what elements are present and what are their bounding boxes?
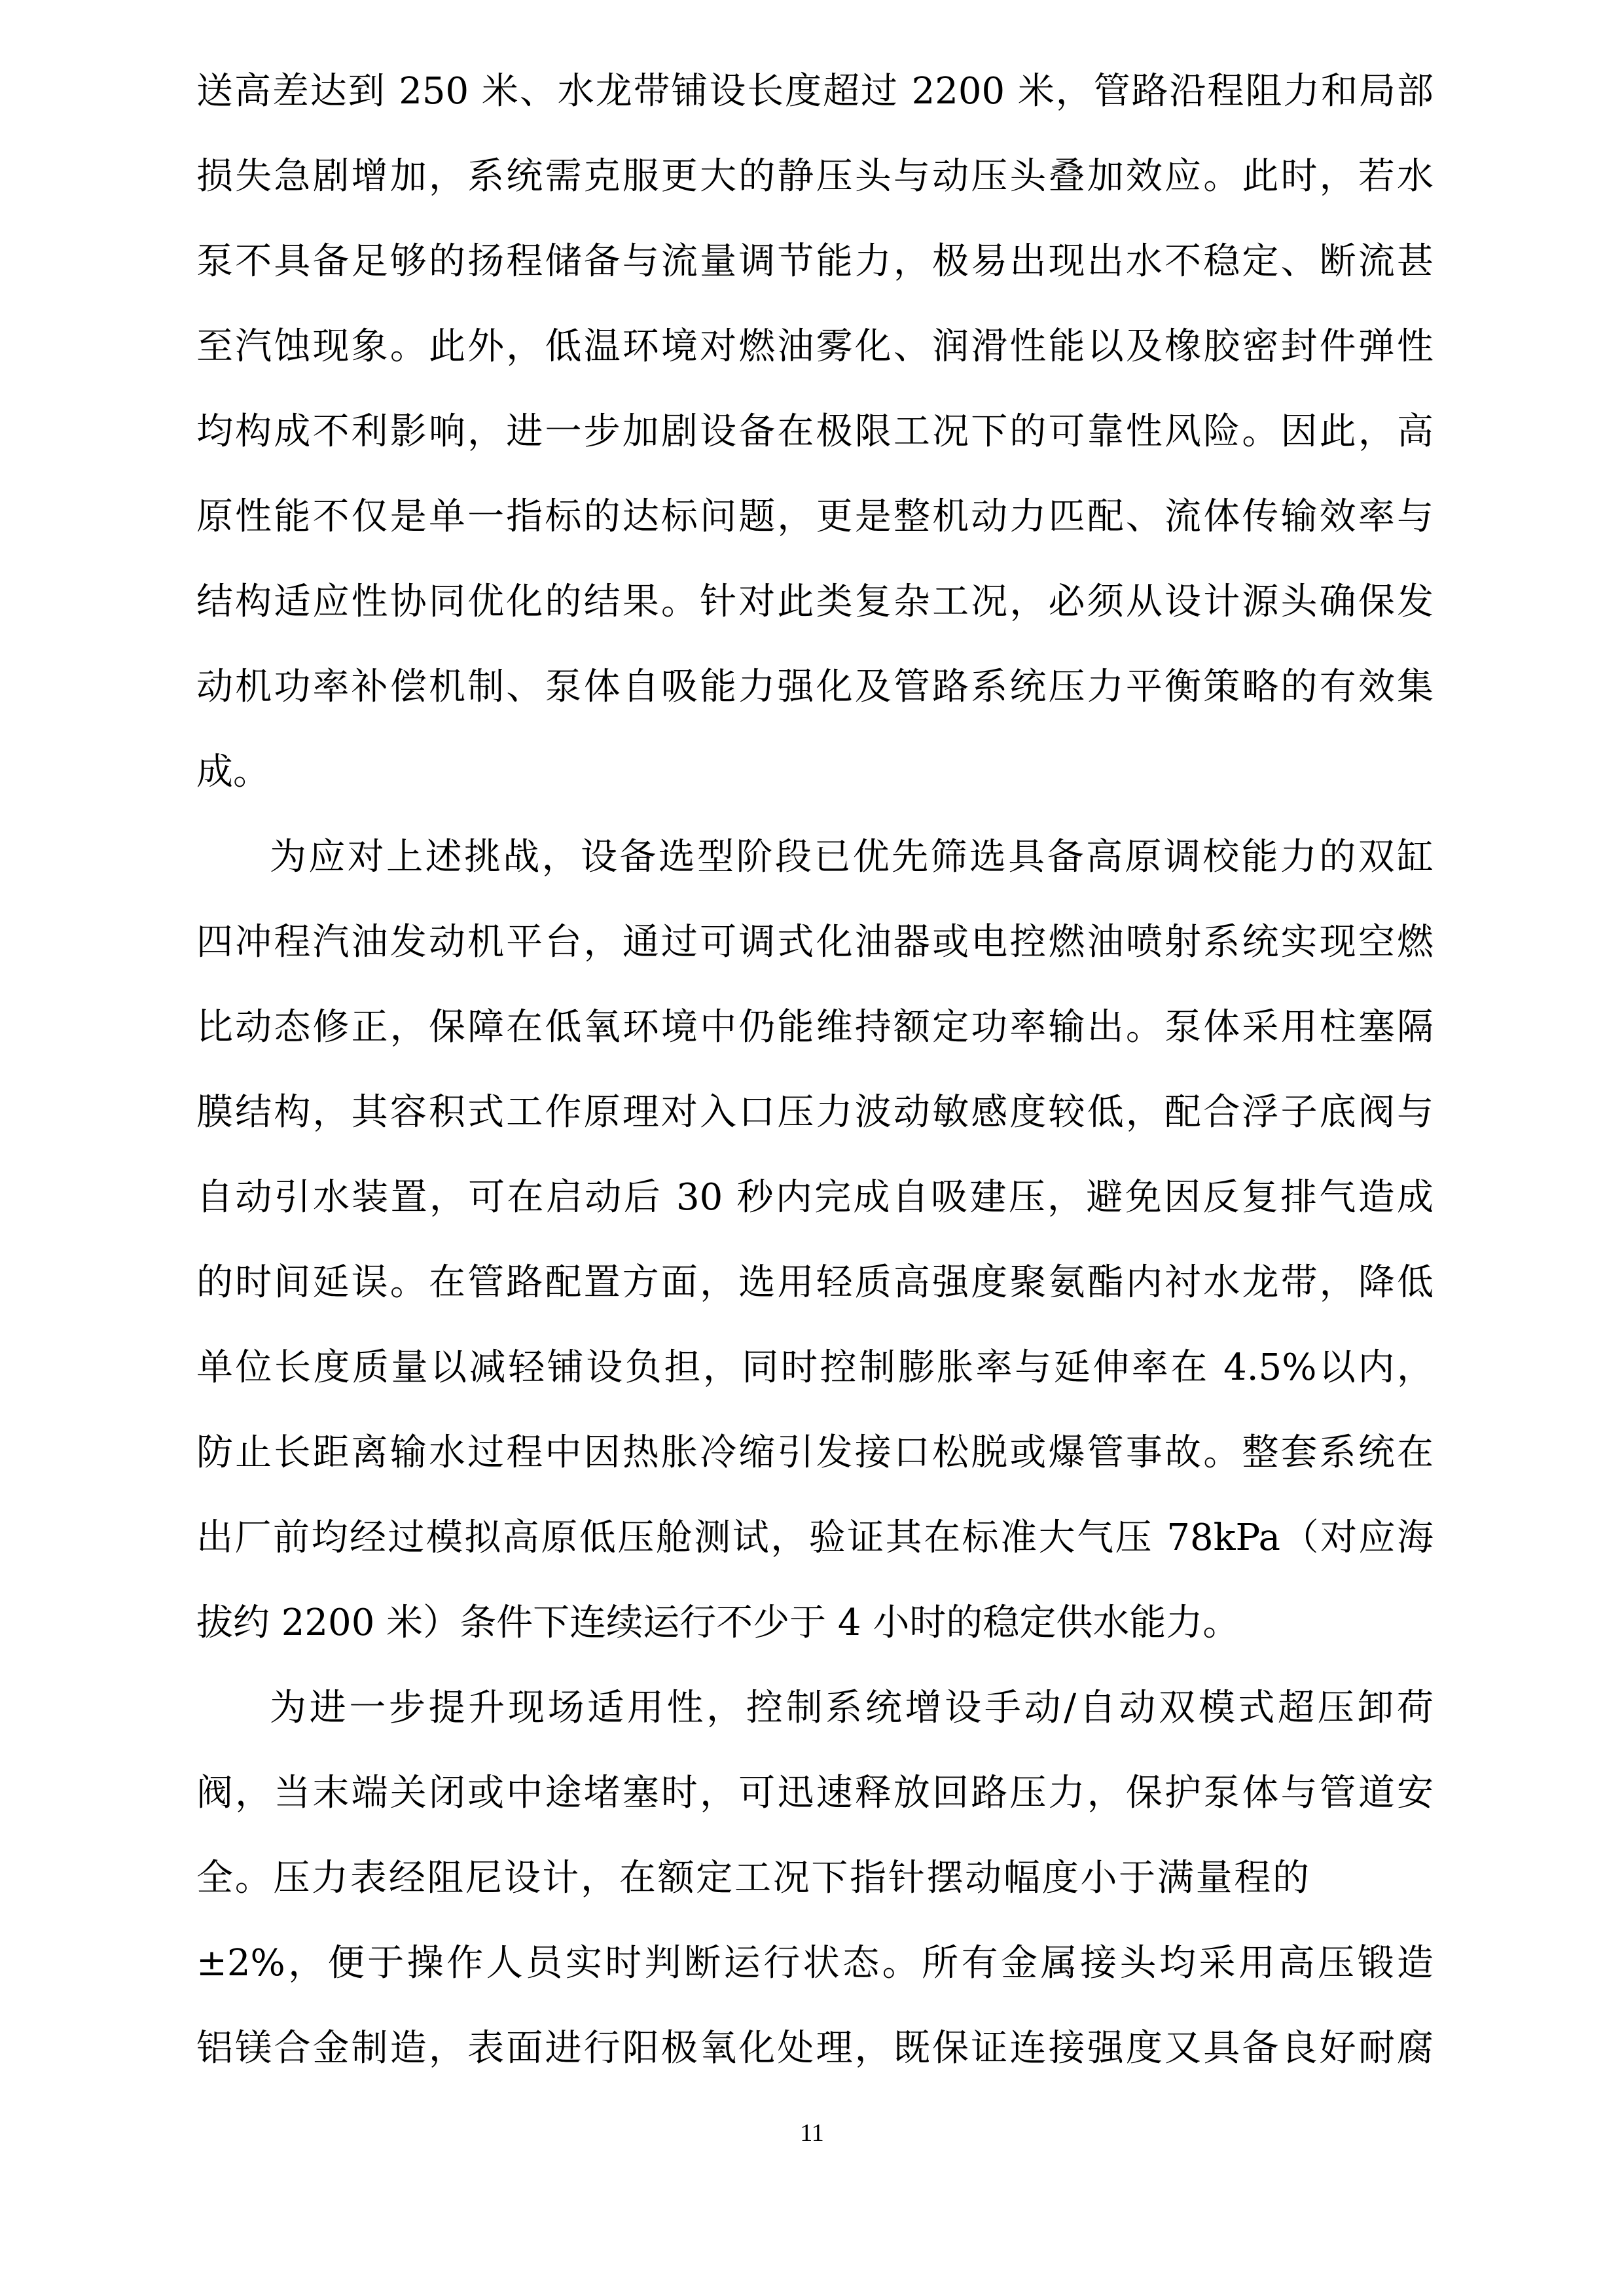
text-line: 动机功率补偿机制、泵体自吸能力强化及管路系统压力平衡策略的有效集 bbox=[196, 666, 1434, 708]
text-line: 膜结构，其容积式工作原理对入口压力波动敏感度较低，配合浮子底阀与 bbox=[196, 1091, 1434, 1134]
text-line: ±2%，便于操作人员实时判断运行状态。所有金属接头均采用高压锻造 bbox=[196, 1942, 1434, 1984]
document-page bbox=[196, 0, 1434, 2296]
text-line: 均构成不利影响，进一步加剧设备在极限工况下的可靠性风险。因此，高 bbox=[196, 410, 1434, 453]
text-line: 自动引水装置，可在启动后 30 秒内完成自吸建压，避免因反复排气造成 bbox=[196, 1176, 1434, 1219]
text-line: 的时间延误。在管路配置方面，选用轻质高强度聚氨酯内衬水龙带，降低 bbox=[196, 1261, 1434, 1304]
text-line: 阀，当末端关闭或中途堵塞时，可迅速释放回路压力，保护泵体与管道安 bbox=[196, 1772, 1434, 1814]
text-line: 比动态修正，保障在低氧环境中仍能维持额定功率输出。泵体采用柱塞隔 bbox=[196, 1006, 1434, 1049]
text-line: 单位长度质量以减轻铺设负担，同时控制膨胀率与延伸率在 4.5%以内， bbox=[196, 1346, 1434, 1389]
text-line: 成。 bbox=[196, 751, 270, 793]
paragraph-first-line: 为进一步提升现场适用性，控制系统增设手动/自动双模式超压卸荷 bbox=[270, 1687, 1434, 1729]
text-line: 结构适应性协同优化的结果。针对此类复杂工况，必须从设计源头确保发 bbox=[196, 581, 1434, 623]
text-line: 泵不具备足够的扬程储备与流量调节能力，极易出现出水不稳定、断流甚 bbox=[196, 240, 1434, 283]
text-line: 防止长距离输水过程中因热胀冷缩引发接口松脱或爆管事故。整套系统在 bbox=[196, 1431, 1434, 1474]
text-line: 损失急剧增加，系统需克服更大的静压头与动压头叠加效应。此时，若水 bbox=[196, 155, 1434, 198]
text-line: 拔约 2200 米）条件下连续运行不少于 4 小时的稳定供水能力。 bbox=[196, 1602, 1240, 1644]
text-line: 送高差达到 250 米、水龙带铺设长度超过 2200 米，管路沿程阻力和局部 bbox=[196, 70, 1434, 113]
text-line: 全。压力表经阻尼设计，在额定工况下指针摆动幅度小于满量程的 bbox=[196, 1857, 1309, 1899]
paragraph-first-line: 为应对上述挑战，设备选型阶段已优先筛选具备高原调校能力的双缸 bbox=[270, 836, 1434, 878]
page-number: 11 bbox=[800, 2119, 824, 2147]
text-line: 四冲程汽油发动机平台，通过可调式化油器或电控燃油喷射系统实现空燃 bbox=[196, 921, 1434, 963]
text-line: 原性能不仅是单一指标的达标问题，更是整机动力匹配、流体传输效率与 bbox=[196, 495, 1434, 538]
text-line: 出厂前均经过模拟高原低压舱测试，验证其在标准大气压 78kPa（对应海 bbox=[196, 1516, 1434, 1559]
text-line: 至汽蚀现象。此外，低温环境对燃油雾化、润滑性能以及橡胶密封件弹性 bbox=[196, 325, 1434, 368]
text-line: 铝镁合金制造，表面进行阳极氧化处理，既保证连接强度又具备良好耐腐 bbox=[196, 2027, 1434, 2070]
